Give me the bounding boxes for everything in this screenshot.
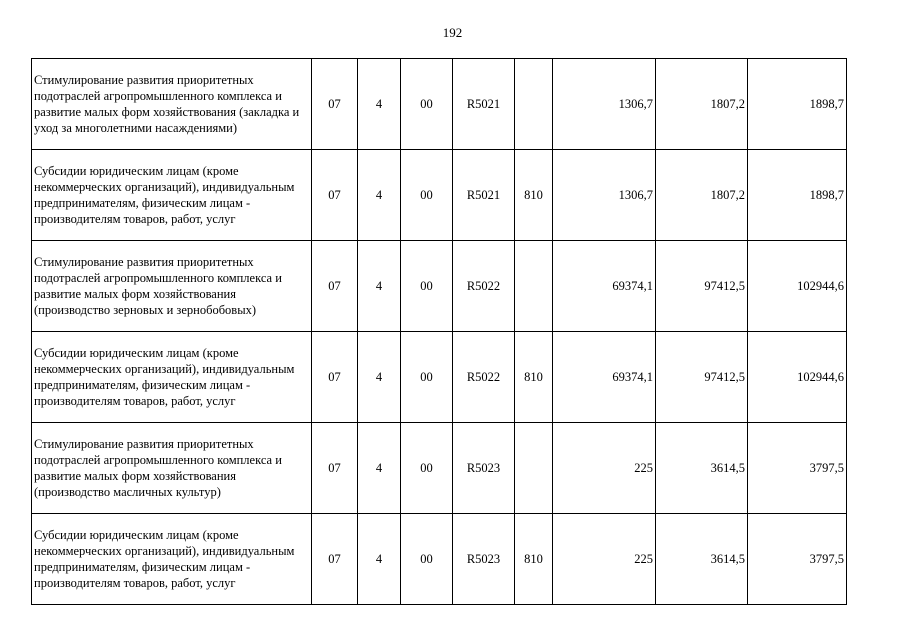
expense-type-cell: 810 <box>515 332 553 423</box>
section-cell: 07 <box>312 59 358 150</box>
expense-type-cell <box>515 423 553 514</box>
amount-1-cell: 1306,7 <box>553 150 656 241</box>
expense-type-cell <box>515 241 553 332</box>
amount-2-cell: 97412,5 <box>656 332 748 423</box>
amount-1-cell: 69374,1 <box>553 241 656 332</box>
row-name: Стимулирование развития приоритетных подотраслей агропромышленного комплекса и развитие малых форм хозяйствования (производство зерновых и зернобобовых) <box>32 241 312 332</box>
expense-type-cell: 810 <box>515 150 553 241</box>
amount-1-cell: 69374,1 <box>553 332 656 423</box>
section-cell: 07 <box>312 514 358 605</box>
table-row <box>32 423 847 514</box>
amount-2-cell: 97412,5 <box>656 241 748 332</box>
subsection-cell: 4 <box>358 59 401 150</box>
subsection-cell: 4 <box>358 514 401 605</box>
page-number: 192 <box>442 25 463 40</box>
table-row <box>32 150 847 241</box>
amount-2-cell: 3614,5 <box>656 423 748 514</box>
section-cell: 07 <box>312 423 358 514</box>
amount-1-cell: 225 <box>553 514 656 605</box>
subsection-cell: 4 <box>358 150 401 241</box>
row-name: Субсидии юридическим лицам (кроме некоммерческих организаций), индивидуальным предпринимателям, физическим лицам - производителям товаров, работ, услуг <box>32 514 312 605</box>
amount-3-cell: 3797,5 <box>748 423 847 514</box>
row-name: Стимулирование развития приоритетных подотраслей агропромышленного комплекса и развитие малых форм хозяйствования (производство масличных культур) <box>32 423 312 514</box>
table-row <box>32 332 847 423</box>
section-cell: 07 <box>312 241 358 332</box>
subsection-cell: 4 <box>358 241 401 332</box>
budget-table <box>31 58 847 605</box>
amount-1-cell: 1306,7 <box>553 59 656 150</box>
table-row <box>32 59 847 150</box>
amount-2-cell: 1807,2 <box>656 150 748 241</box>
table-row <box>32 514 847 605</box>
amount-1-cell: 225 <box>553 423 656 514</box>
target-article-cell: R5022 <box>453 241 515 332</box>
amount-3-cell: 102944,6 <box>748 332 847 423</box>
program-cell: 00 <box>401 514 453 605</box>
expense-type-cell <box>515 59 553 150</box>
target-article-cell: R5021 <box>453 150 515 241</box>
amount-3-cell: 102944,6 <box>748 241 847 332</box>
target-article-cell: R5023 <box>453 514 515 605</box>
program-cell: 00 <box>401 241 453 332</box>
expense-type-cell: 810 <box>515 514 553 605</box>
amount-3-cell: 3797,5 <box>748 514 847 605</box>
target-article-cell: R5023 <box>453 423 515 514</box>
target-article-cell: R5021 <box>453 59 515 150</box>
amount-3-cell: 1898,7 <box>748 59 847 150</box>
program-cell: 00 <box>401 150 453 241</box>
program-cell: 00 <box>401 59 453 150</box>
program-cell: 00 <box>401 332 453 423</box>
row-name: Субсидии юридическим лицам (кроме некоммерческих организаций), индивидуальным предпринимателям, физическим лицам - производителям товаров, работ, услуг <box>32 332 312 423</box>
subsection-cell: 4 <box>358 332 401 423</box>
row-name: Субсидии юридическим лицам (кроме некоммерческих организаций), индивидуальным предпринимателям, физическим лицам - производителям товаров, работ, услуг <box>32 150 312 241</box>
amount-3-cell: 1898,7 <box>748 150 847 241</box>
amount-2-cell: 1807,2 <box>656 59 748 150</box>
target-article-cell: R5022 <box>453 332 515 423</box>
program-cell: 00 <box>401 423 453 514</box>
table-row <box>32 241 847 332</box>
amount-2-cell: 3614,5 <box>656 514 748 605</box>
section-cell: 07 <box>312 332 358 423</box>
subsection-cell: 4 <box>358 423 401 514</box>
section-cell: 07 <box>312 150 358 241</box>
row-name: Стимулирование развития приоритетных подотраслей агропромышленного комплекса и развитие малых форм хозяйствования (закладка и уход за многолетними насаждениями) <box>32 59 312 150</box>
